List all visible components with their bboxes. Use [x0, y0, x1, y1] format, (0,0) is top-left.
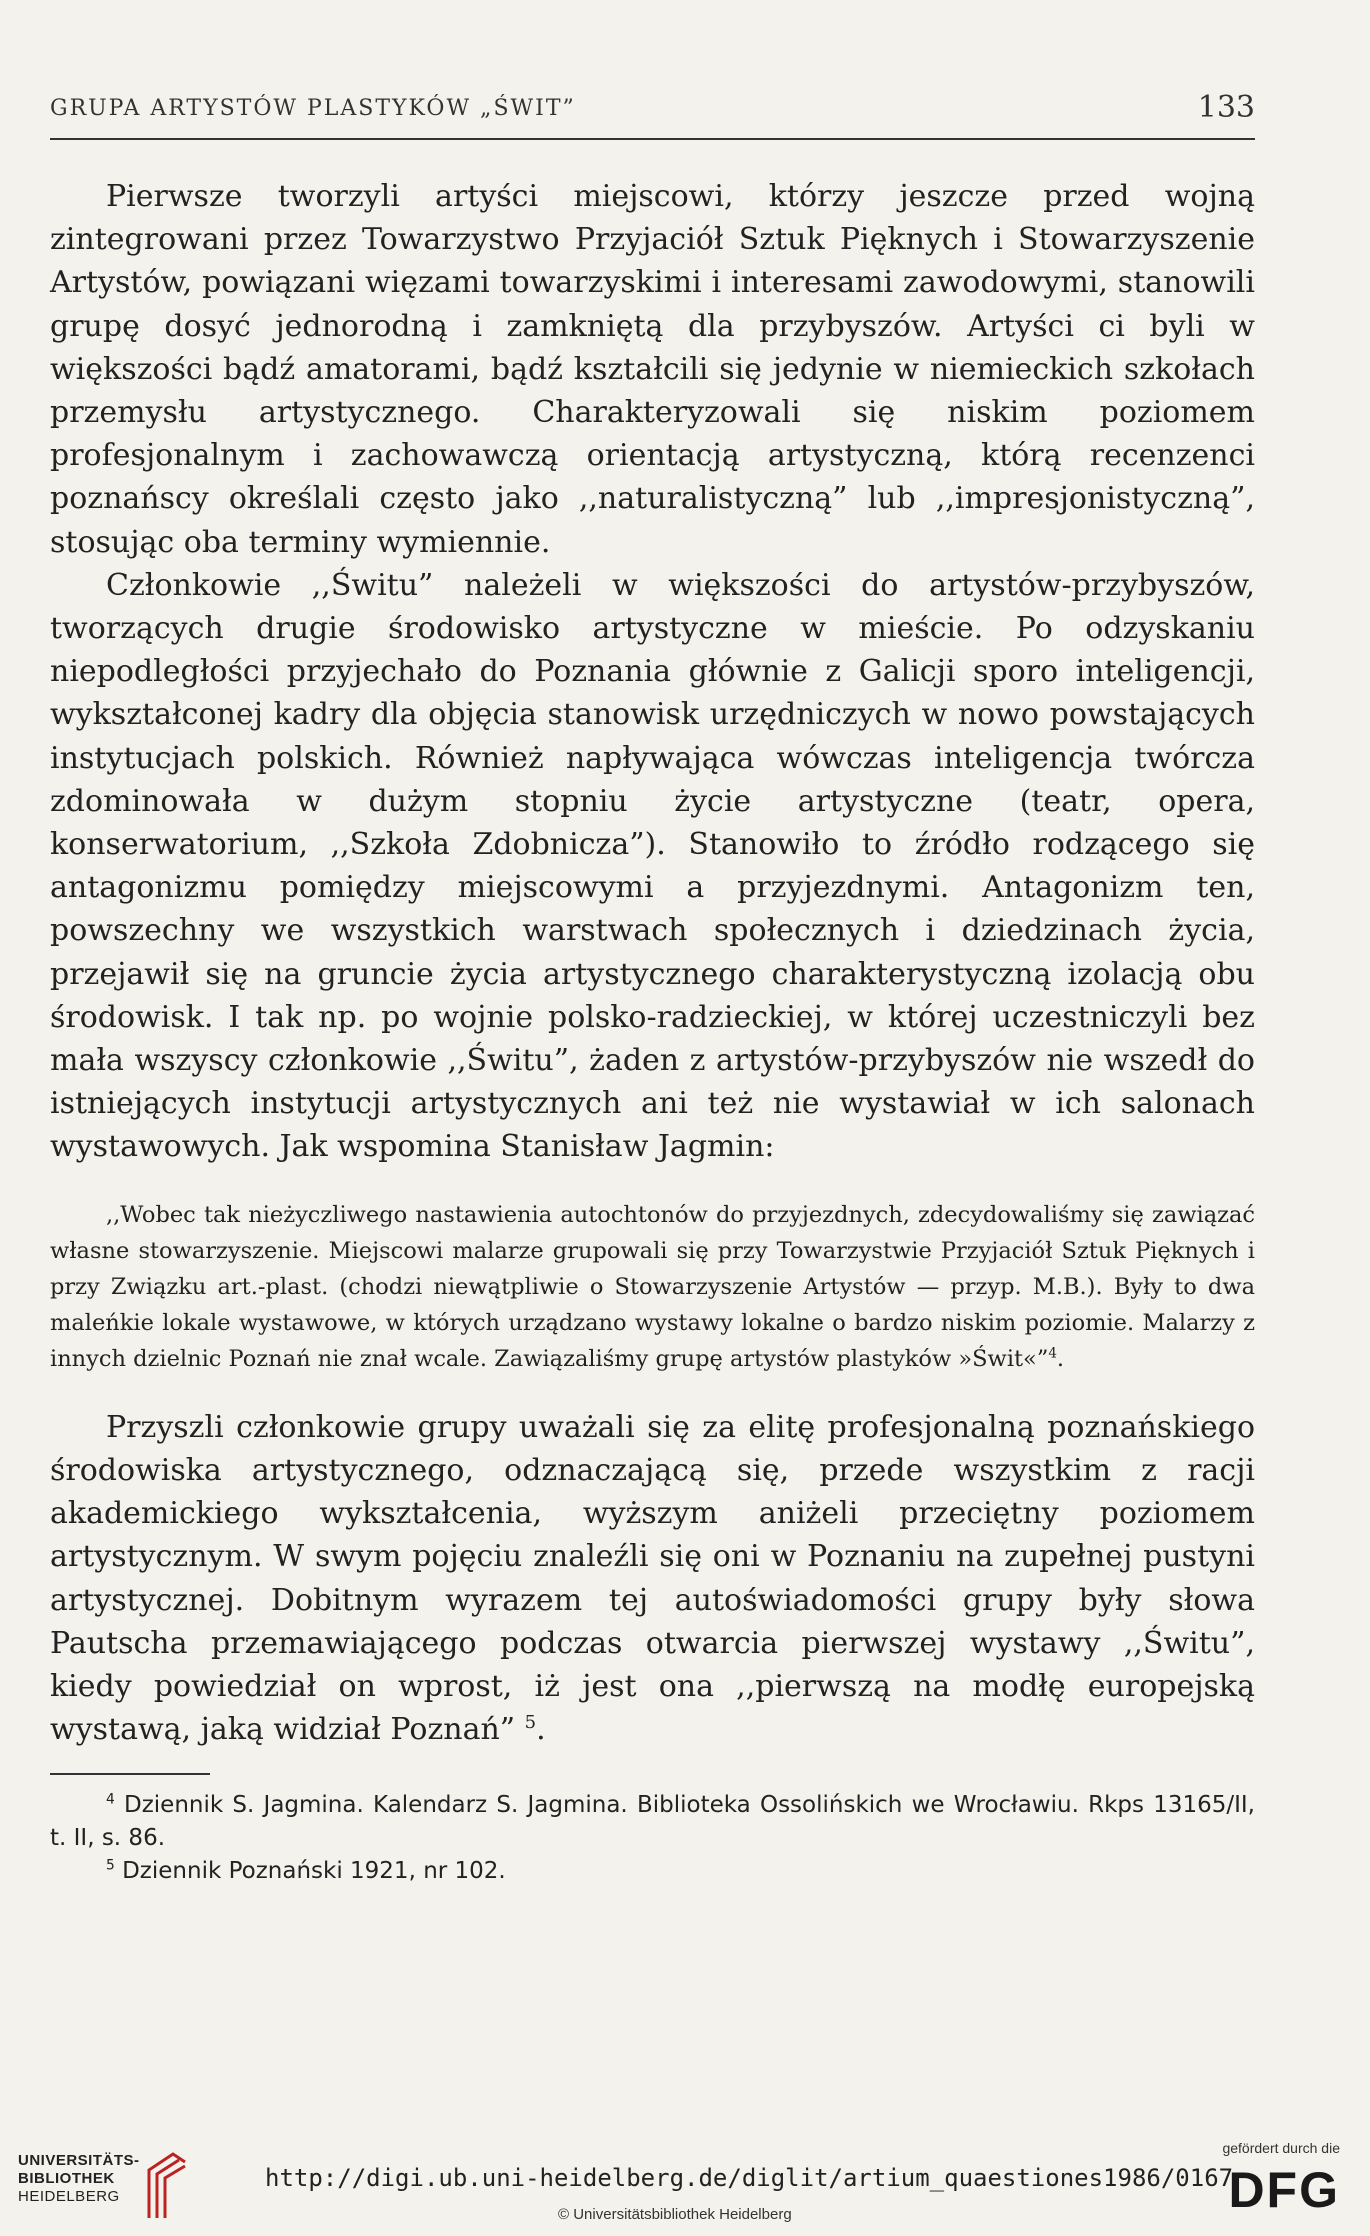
body-text [50, 175, 1255, 1888]
footnote-ref-5: 5 [524, 1712, 537, 1734]
footnote-number: 4 [106, 1791, 115, 1808]
footnote-number: 5 [106, 1857, 115, 1874]
logo-line-2: BIBLIOTHEK [18, 2170, 115, 2187]
paragraph-1: Pierwsze tworzyli artyści miejscowi, którzy jeszcze przed wojną zintegrowani przez Towarzystwo Przyjaciół Sztuk Pięknych i Stowarzyszenie Artystów, powiązani więzami towarzyskimi i interesami zawodowymi, stanowili grupę dosyć jednorodną i zamkniętą dla przybyszów. Artyści ci byli w większości bądź amatorami, bądź kształcili się jedynie w niemieckich szkołach przemysłu artystycznego. Charakteryzowali się niskim poziomem profesjonalnym i zachowawczą orientacją artystyczną, którą recenzenci poznańscy określali często jako ,,naturalistyczną” lub ,,impresjonistyczną”, stosując oba terminy wymiennie. [50, 179, 1255, 560]
library-footer [0, 2130, 1370, 2236]
copyright-notice: © Universitätsbibliothek Heidelberg [558, 2206, 792, 2223]
library-emblem-icon [143, 2148, 191, 2222]
logo-line-3: HEIDELBERG [18, 2188, 120, 2205]
footnotes [50, 1789, 1255, 1888]
paragraph-3: Przyszli członkowie grupy uważali się za elitę profesjonalną poznańskiego środowiska artystycznego, odznaczającą się, przede wszystkim z racji akademickiego wykształcenia, wyższym aniżeli przeciętny poziomem artystycznym. W swym pojęciu znaleźli się oni w Poznaniu na zupełnej pustyni artystycznej. Dobitnym wyrazem tej autoświadomości grupy były słowa Pautscha przemawiającego podczas otwarcia pierwszej wystawy ,,Świtu”, kiedy powiedział on wprost, iż jest ona ,,pierwszą na modłę europejską wystawą, jaką widział Poznań” [50, 1409, 1255, 1748]
logo-line-1: UNIVERSITÄTS- [18, 2152, 140, 2169]
quote-text: ,,Wobec tak nieżyczliwego nastawienia autochtonów do przyjezdnych, zdecydowaliśmy się zawiązać własne stowarzyszenie. Miejscowi malarze grupowali się przy Towarzystwie Przyjaciół Sztuk Pięknych i przy Związku art.-plast. (chodzi niewątpliwie o Stowarzyszenie Artystów — przyp. M.B.). Były to dwa maleńkie lokale wystawowe, w których urządzano wystawy lokalne o bardzo niskim poziomie. Malarzy z innych dzielnic Poznań nie znał wcale. Zawiązaliśmy grupę artystów plastyków »Świt«” [50, 1201, 1255, 1373]
running-head: GRUPA ARTYSTÓW PLASTYKÓW „ŚWIT” [50, 96, 576, 121]
paragraph-3-wrapper: Przyszli członkowie grupy uważali się za elitę profesjonalną poznańskiego środowiska artystycznego, odznaczającą się, przede wszystkim z racji akademickiego wykształcenia, wyższym aniżeli przeciętny poziomem artystycznym. W swym pojęciu znaleźli się oni w Poznaniu na zupełnej pustyni artystycznej. Dobitnym wyrazem tej autoświadomości grupy były słowa Pautscha przemawiającego podczas otwarcia pierwszej wystawy ,,Świtu”, kiedy powiedział on wprost, iż jest ona ,,pierwszą na modłę europejską wystawą, jaką widział Poznań” $^5$. [50, 1409, 1255, 1748]
paragraph-2: Członkowie ,,Świtu” należeli w większości do artystów-przybyszów, tworzących drugie środowisko artystyczne w mieście. Po odzyskaniu niepodległości przyjechało do Poznania głównie z Galicji sporo inteligencji, wykształconej kadry dla objęcia stanowisk urzędniczych w nowo powstających instytucjach polskich. Również napływająca wówczas inteligencja twórcza zdominowała w dużym stopniu życie artystyczne (teatr, opera, konserwatorium, ,,Szkoła Zdobnicza”). Stanowiło to źródło rodzącego się antagonizmu pomiędzy miejscowymi a przyjezdnymi. Antagonizm ten, powszechny we wszystkich warstwach społecznych i dziedzinach życia, przejawił się na gruncie życia artystycznego charakterystyczną izolacją obu środowisk. I tak np. po wojnie polsko-radzieckiej, w której uczestniczyli bez mała wszyscy członkowie ,,Świtu”, żaden z artystów-przybyszów nie wszedł do istniejących instytucji artystycznych ani też nie wystawiał w ich salonach wystawowych. Jak wspomina Stanisław Jagmin: [50, 567, 1255, 1165]
footnote [50, 1855, 1255, 1888]
permalink-url[interactable]: http://digi.ub.uni-heidelberg.de/diglit/artium_quaestiones1986/0167 [265, 2164, 1234, 2192]
footnote [50, 1789, 1255, 1855]
funding-caption: gefördert durch die [1222, 2140, 1340, 2156]
dfg-logo: DFG [1228, 2162, 1340, 2218]
footnote-ref-4: 4 [1048, 1345, 1057, 1362]
page-header [50, 88, 1255, 140]
university-library-logo [18, 2152, 140, 2206]
block-quote [50, 1197, 1255, 1378]
footnote-text: Dziennik S. Jagmina. Kalendarz S. Jagmina. Biblioteka Ossolińskich we Wrocławiu. Rkps 13165/II, t. II, s. 86. [50, 1792, 1255, 1852]
footnote-divider [50, 1773, 210, 1775]
footnote-text: Dziennik Poznański 1921, nr 102. [114, 1858, 506, 1885]
page-number: 133 [1197, 90, 1255, 125]
quote-paragraph: ,,Wobec tak nieżyczliwego nastawienia autochtonów do przyjezdnych, zdecydowaliśmy się zawiązać własne stowarzyszenie. Miejscowi malarze grupowali się przy Towarzystwie Przyjaciół Sztuk Pięknych i przy Związku art.-plast. (chodzi niewątpliwie o Stowarzyszenie Artystów — przyp. M.B.). Były to dwa maleńkie lokale wystawowe, w których urządzano wystawy lokalne o bardzo niskim poziomie. Malarzy z innych dzielnic Poznań nie znał wcale. Zawiązaliśmy grupę artystów plastyków »Świt«”$^4$. [50, 1201, 1255, 1373]
